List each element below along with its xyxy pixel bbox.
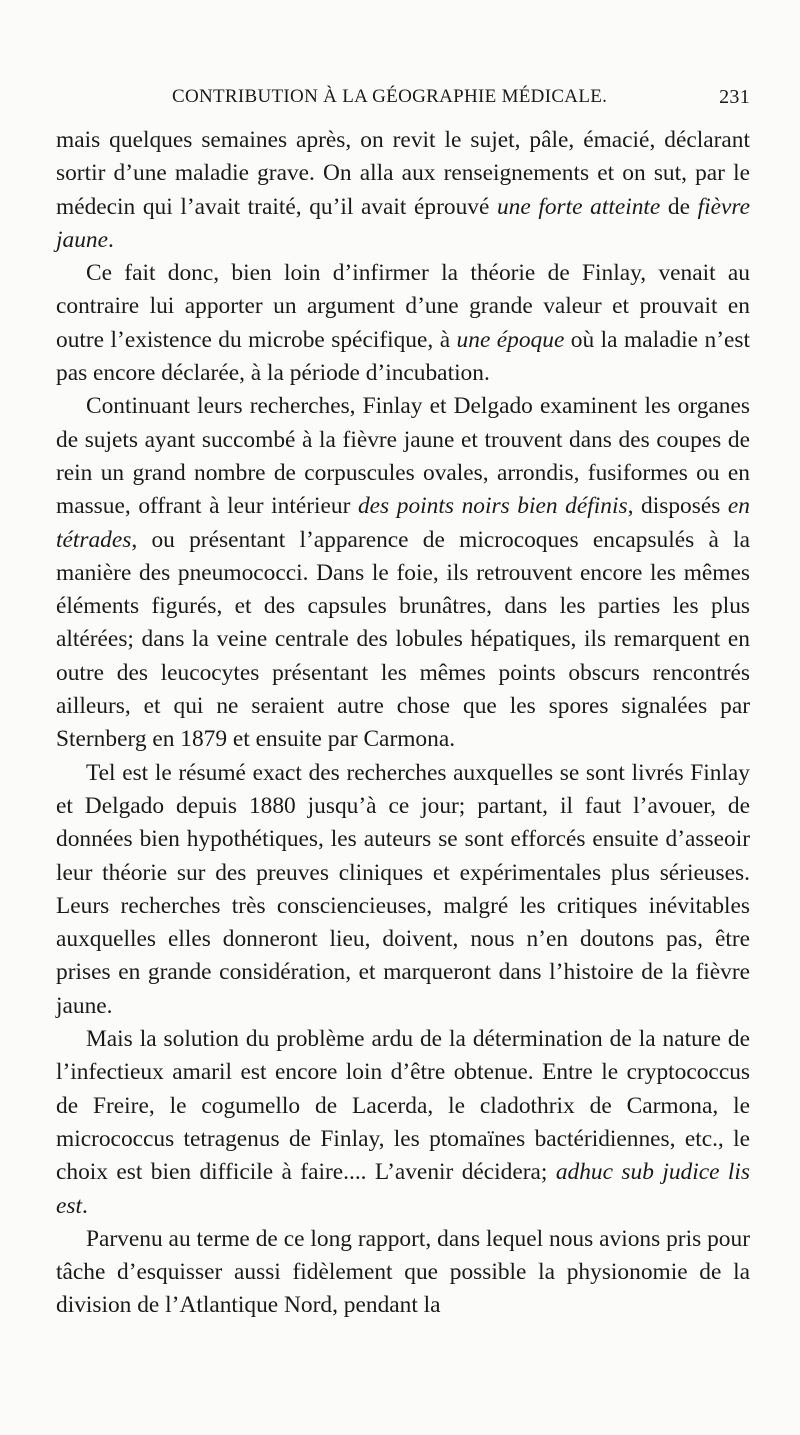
italic-text: fièvre jaune xyxy=(56,193,750,253)
italic-text: en tétrades xyxy=(56,493,750,553)
paragraph xyxy=(56,124,750,257)
body-text xyxy=(56,124,750,1323)
paragraph xyxy=(56,757,750,1023)
text-run: Mais la solution du problème ardu de la détermination de la nature de l’infectieux amaril est encore loin d’être obtenue. Entre le cryptococcus de Freire, le cogumello de Lacerda, le cladothrix de Carmona, le micrococcus tetragenus de Finlay, les ptomaïnes bactéridiennes, etc., le choix est bien difficile à faire.... L’avenir décidera; xyxy=(56,1026,750,1186)
text-run: , disposés xyxy=(627,493,728,520)
italic-text: adhuc sub judice lis est xyxy=(56,1159,750,1219)
paragraph xyxy=(56,390,750,756)
text-run: Parvenu au terme de ce long rapport, dans lequel nous avions pris pour tâche d’esquisser aussi fidèlement que possible la physionomie de la division de l’Atlantique Nord, pendant la xyxy=(56,1225,750,1319)
header-title: CONTRIBUTION À LA GÉOGRAPHIE MÉDICALE. xyxy=(172,86,608,107)
italic-text: une époque xyxy=(456,326,565,353)
text-run: . xyxy=(107,226,114,253)
text-run: où la maladie n’est pas encore déclarée, à la période d’incubation. xyxy=(56,326,750,387)
text-run: de xyxy=(660,193,698,220)
text-run: mais quelques semaines après, on revit le sujet, pâle, émacié, déclarant sortir d’une maladie grave. On alla aux renseignements et on sut, par le médecin qui l’avait traité, qu’il avait éprouvé xyxy=(56,127,750,220)
text-run: Ce fait donc, bien loin d’infirmer la théorie de Finlay, venait au contraire lui apporter un argument d’une grande valeur et prouvait en outre l’existence du microbe spécifique, à xyxy=(56,260,750,353)
text-run: Continuant leurs recherches, Finlay et Delgado examinent les organes de sujets ayant succombé à la fièvre jaune et trouvent dans des coupes de rein un grand nombre de corpuscules ovales, arrondis, fusiformes ou en massue, offrant à leur intérieur xyxy=(56,393,750,520)
text-run: . xyxy=(81,1192,88,1219)
text-run: , ou présentant l’apparence de microcoques encapsulés à la manière des pneumococci. Dans le foie, ils retrouvent encore les mêmes éléments figurés, et des capsules brunâtres, dans les parties les plus altérées; dans la veine centrale des lobules hépatiques, ils remarquent en outre des leucocytes présentant les mêmes points obscurs rencontrés ailleurs, et qui ne seraient autre chose que les spores signalées par Sternberg en 1879 et ensuite par Carmona. xyxy=(56,526,750,753)
italic-text: des points noirs bien définis xyxy=(357,493,628,520)
paragraph xyxy=(56,257,750,390)
text-run: Tel est le résumé exact des recherches auxquelles se sont livrés Finlay et Delgado depuis 1880 jusqu’à ce jour; partant, il faut l’avouer, de données bien hypothétiques, les auteurs se sont efforcés ensuite d’asseoir leur théorie sur des preuves cliniques et expérimentales plus sérieuses. Leurs recherches très consciencieuses, malgré les critiques inévitables auxquelles elles donneront lieu, doivent, nous n’en doutons pas, être prises en grande considération, et marqueront dans l’histoire de la fièvre jaune. xyxy=(56,759,750,1019)
paragraph xyxy=(56,1223,750,1323)
page-number: 231 xyxy=(719,86,750,108)
italic-text: une forte atteinte xyxy=(496,193,661,220)
paragraph xyxy=(56,1023,750,1223)
running-header xyxy=(56,86,750,116)
